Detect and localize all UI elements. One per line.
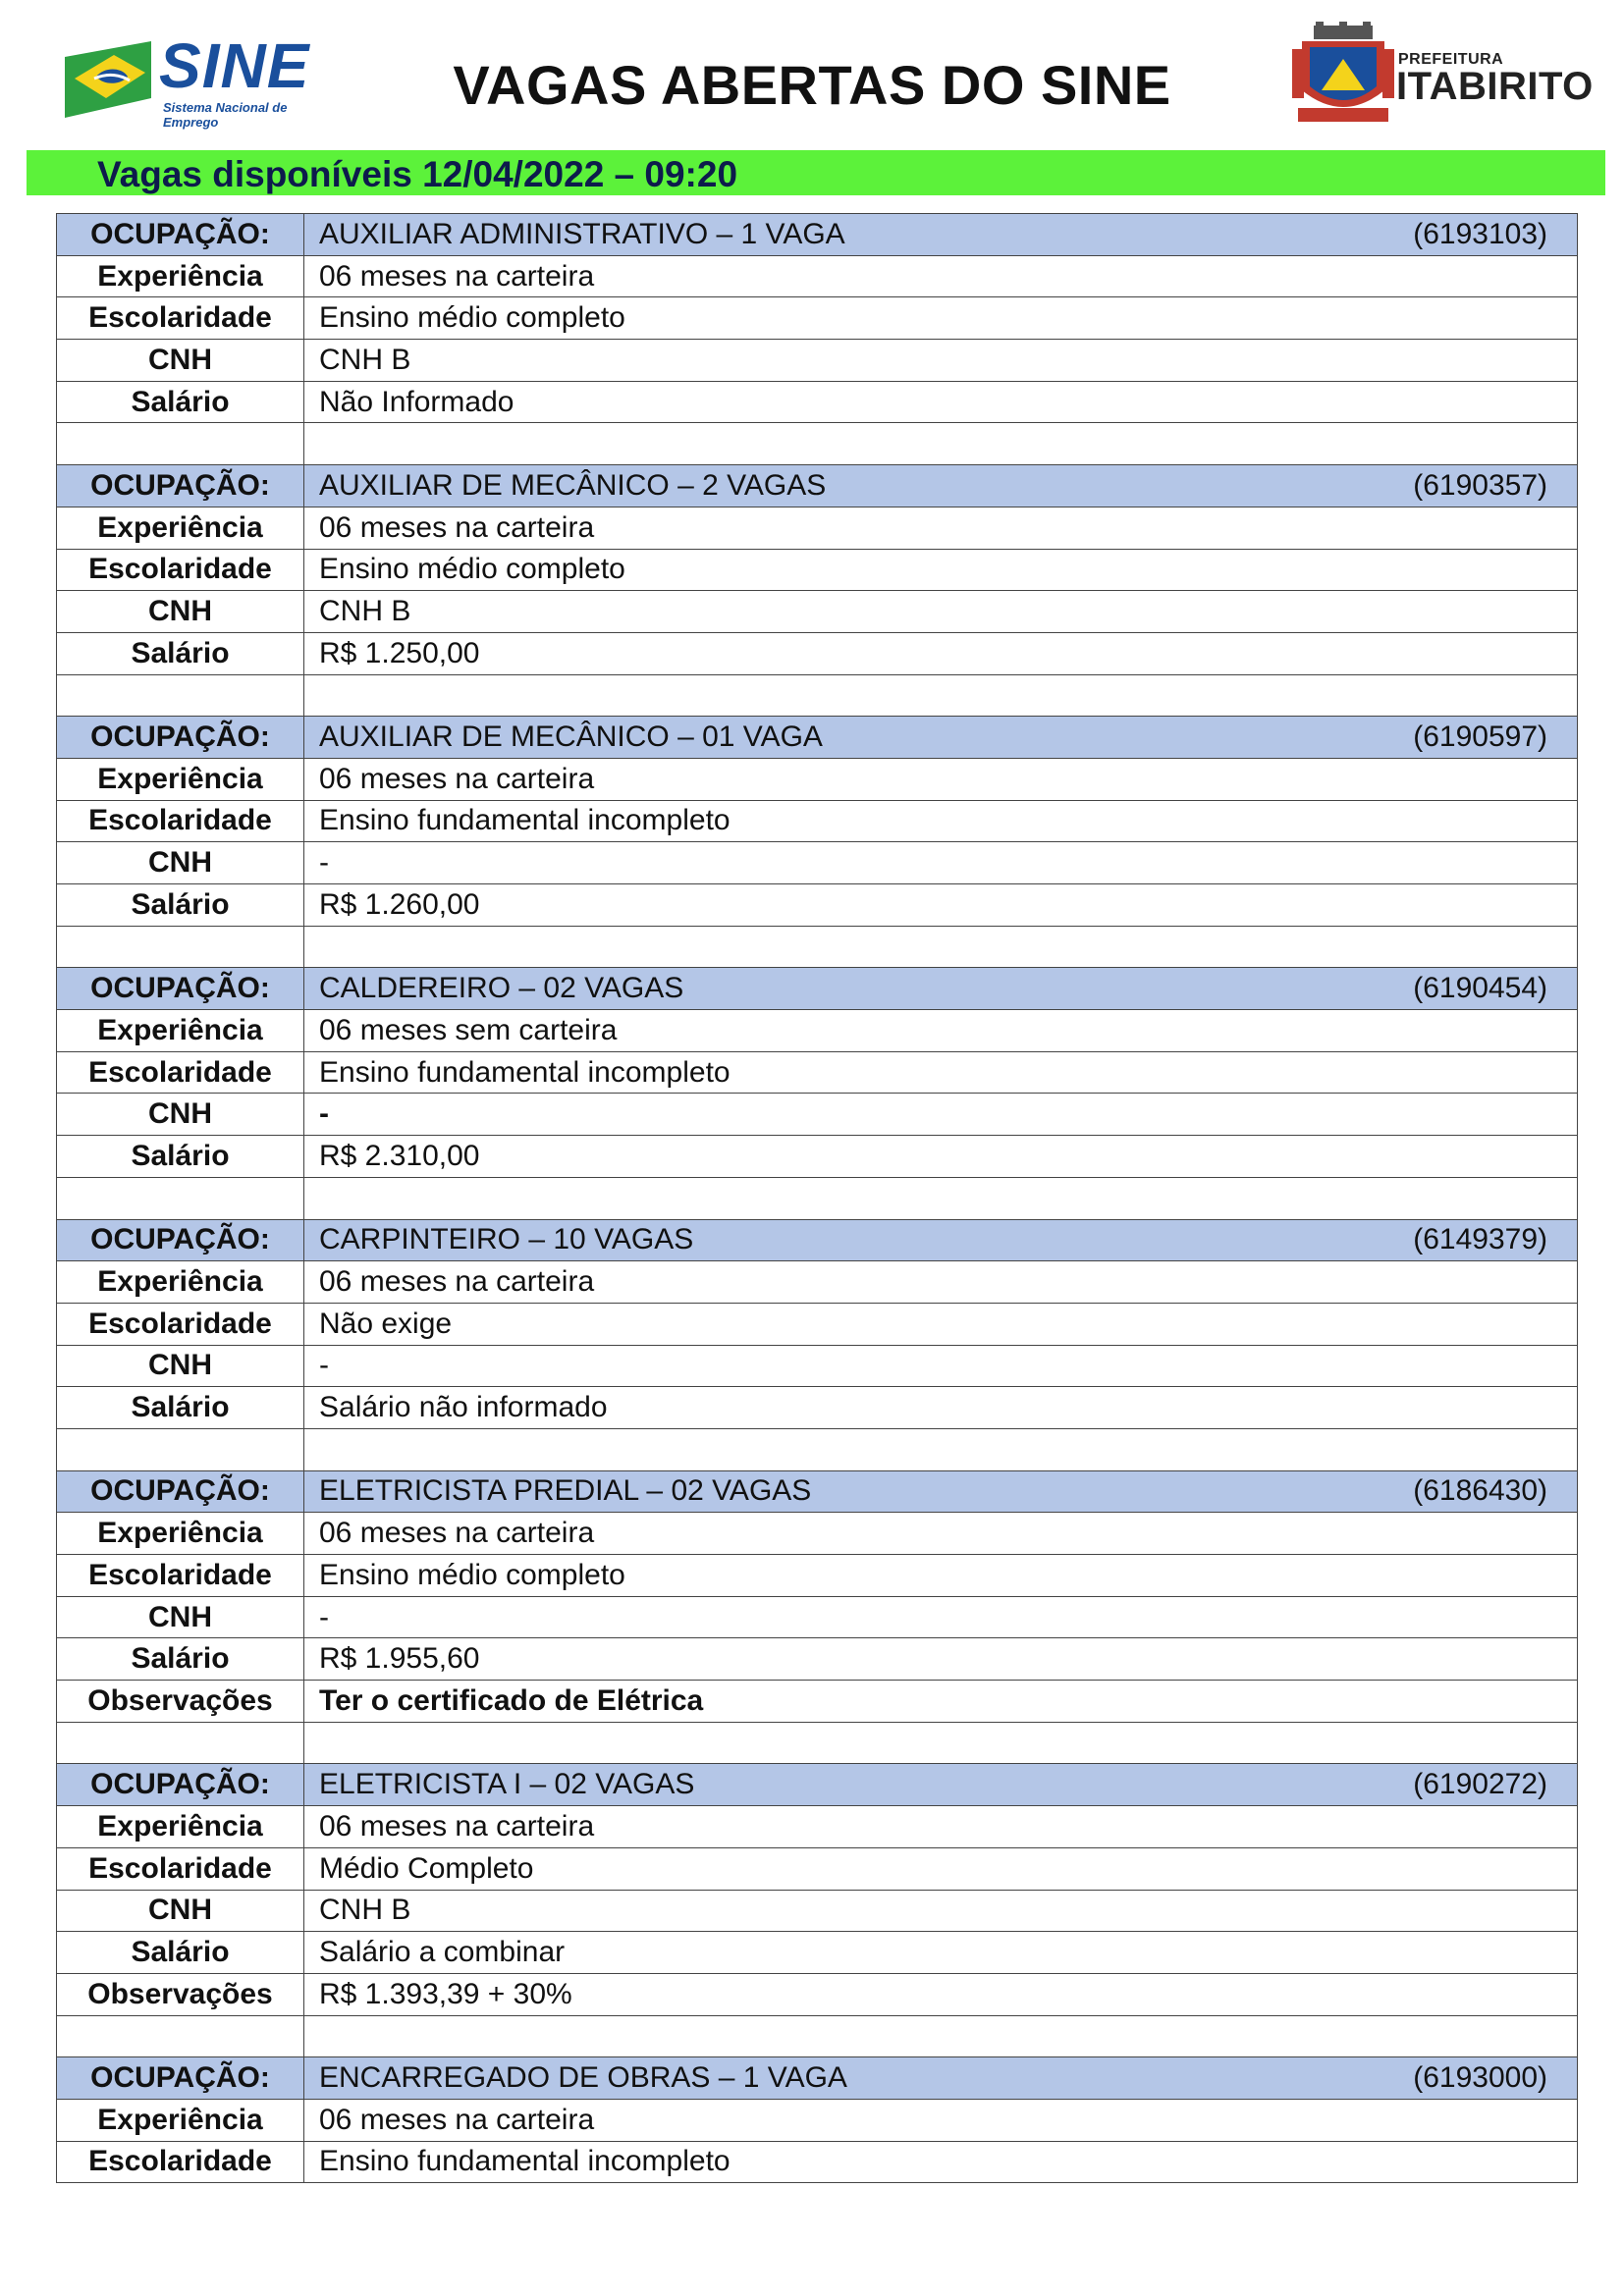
education-value: Ensino fundamental incompleto <box>304 800 1578 842</box>
license-label: CNH <box>57 340 304 382</box>
license-value: - <box>304 1596 1578 1638</box>
salary-value: R$ 1.955,60 <box>304 1638 1578 1681</box>
occupation-title: CALDEREIRO – 02 VAGAS <box>319 972 684 1005</box>
license-row <box>57 591 1578 633</box>
experience-row <box>57 2099 1578 2141</box>
education-label: Escolaridade <box>57 800 304 842</box>
job-code: (6193103) <box>1413 217 1547 250</box>
job-code: (6190597) <box>1413 721 1547 754</box>
education-row <box>57 2141 1578 2183</box>
spacer-cell <box>57 1428 304 1470</box>
education-label: Escolaridade <box>57 1303 304 1345</box>
occupation-title: CARPINTEIRO – 10 VAGAS <box>319 1223 694 1256</box>
date-band <box>27 150 1605 195</box>
occupation-cell <box>304 2057 1578 2100</box>
occupation-row <box>57 214 1578 256</box>
occupation-row <box>57 1764 1578 1806</box>
license-value: - <box>304 842 1578 884</box>
education-row <box>57 549 1578 591</box>
license-label: CNH <box>57 842 304 884</box>
occupation-row <box>57 465 1578 507</box>
education-value: Ensino fundamental incompleto <box>304 2141 1578 2183</box>
experience-row <box>57 1261 1578 1304</box>
occupation-cell <box>304 1219 1578 1261</box>
notes-label: Observações <box>57 1681 304 1723</box>
occupation-cell <box>304 1470 1578 1513</box>
occupation-label: OCUPAÇÃO: <box>57 214 304 256</box>
education-row <box>57 800 1578 842</box>
occupation-label: OCUPAÇÃO: <box>57 1470 304 1513</box>
spacer-cell <box>304 1177 1578 1219</box>
experience-label: Experiência <box>57 255 304 297</box>
education-value: Ensino médio completo <box>304 549 1578 591</box>
experience-label: Experiência <box>57 1513 304 1555</box>
license-row <box>57 1890 1578 1932</box>
license-label: CNH <box>57 1890 304 1932</box>
occupation-row <box>57 2057 1578 2100</box>
experience-row <box>57 1806 1578 1848</box>
page-title: VAGAS ABERTAS DO SINE <box>453 54 1171 116</box>
job-code: (6186430) <box>1413 1474 1547 1508</box>
salary-value: R$ 1.250,00 <box>304 632 1578 674</box>
notes-row <box>57 1681 1578 1723</box>
spacer-row <box>57 1177 1578 1219</box>
job-code: (6149379) <box>1413 1223 1547 1256</box>
education-row <box>57 1555 1578 1597</box>
education-label: Escolaridade <box>57 1051 304 1094</box>
license-row <box>57 1094 1578 1136</box>
spacer-cell <box>304 423 1578 465</box>
prefeitura-city: ITABIRITO <box>1396 65 1594 108</box>
salary-label: Salário <box>57 381 304 423</box>
salary-label: Salário <box>57 1387 304 1429</box>
education-label: Escolaridade <box>57 2141 304 2183</box>
occupation-cell <box>304 214 1578 256</box>
occupation-title: AUXILIAR DE MECÂNICO – 2 VAGAS <box>319 468 827 502</box>
occupation-label: OCUPAÇÃO: <box>57 2057 304 2100</box>
education-row <box>57 1051 1578 1094</box>
license-label: CNH <box>57 591 304 633</box>
salary-row <box>57 632 1578 674</box>
salary-value: Salário não informado <box>304 1387 1578 1429</box>
license-row <box>57 842 1578 884</box>
jobs-table-body <box>57 214 1578 2183</box>
job-code: (6190357) <box>1413 468 1547 502</box>
occupation-title: ENCARREGADO DE OBRAS – 1 VAGA <box>319 2061 847 2095</box>
education-row <box>57 1303 1578 1345</box>
salary-value: Não Informado <box>304 381 1578 423</box>
experience-label: Experiência <box>57 1261 304 1304</box>
notes-row <box>57 1973 1578 2015</box>
spacer-cell <box>57 2015 304 2057</box>
occupation-title: AUXILIAR DE MECÂNICO – 01 VAGA <box>319 721 823 754</box>
spacer-cell <box>57 423 304 465</box>
occupation-title: ELETRICISTA PREDIAL – 02 VAGAS <box>319 1474 812 1508</box>
license-value: CNH B <box>304 1890 1578 1932</box>
experience-value: 06 meses na carteira <box>304 255 1578 297</box>
experience-row <box>57 1513 1578 1555</box>
spacer-cell <box>57 1722 304 1764</box>
prefeitura-label: PREFEITURA <box>1398 51 1504 68</box>
license-value: CNH B <box>304 340 1578 382</box>
license-label: CNH <box>57 1596 304 1638</box>
spacer-cell <box>304 926 1578 968</box>
experience-label: Experiência <box>57 507 304 549</box>
occupation-row <box>57 1219 1578 1261</box>
salary-value: R$ 1.260,00 <box>304 884 1578 927</box>
spacer-row <box>57 1428 1578 1470</box>
experience-value: 06 meses na carteira <box>304 1806 1578 1848</box>
salary-row <box>57 1136 1578 1178</box>
salary-label: Salário <box>57 1932 304 1974</box>
occupation-cell <box>304 465 1578 507</box>
salary-row <box>57 1638 1578 1681</box>
occupation-label: OCUPAÇÃO: <box>57 465 304 507</box>
experience-label: Experiência <box>57 1806 304 1848</box>
education-value: Ensino médio completo <box>304 1555 1578 1597</box>
experience-row <box>57 758 1578 800</box>
experience-label: Experiência <box>57 1010 304 1052</box>
salary-label: Salário <box>57 884 304 927</box>
education-row <box>57 1847 1578 1890</box>
education-value: Ensino fundamental incompleto <box>304 1051 1578 1094</box>
occupation-label: OCUPAÇÃO: <box>57 1219 304 1261</box>
occupation-title: ELETRICISTA I – 02 VAGAS <box>319 1768 695 1801</box>
license-label: CNH <box>57 1345 304 1387</box>
license-row <box>57 1596 1578 1638</box>
experience-value: 06 meses sem carteira <box>304 1010 1578 1052</box>
education-row <box>57 297 1578 340</box>
spacer-cell <box>304 674 1578 717</box>
spacer-row <box>57 926 1578 968</box>
education-label: Escolaridade <box>57 549 304 591</box>
license-label: CNH <box>57 1094 304 1136</box>
occupation-row <box>57 1470 1578 1513</box>
sine-logo-subtitle: Sistema Nacional de Emprego <box>163 100 288 130</box>
salary-label: Salário <box>57 632 304 674</box>
license-value: - <box>304 1094 1578 1136</box>
coat-of-arms-icon <box>1292 22 1394 128</box>
experience-row <box>57 255 1578 297</box>
spacer-cell <box>304 2015 1578 2057</box>
experience-value: 06 meses na carteira <box>304 758 1578 800</box>
job-code: (6190454) <box>1413 972 1547 1005</box>
prefeitura-logo <box>1292 22 1594 130</box>
occupation-label: OCUPAÇÃO: <box>57 968 304 1010</box>
spacer-row <box>57 1722 1578 1764</box>
date-band-text: Vagas disponíveis 12/04/2022 – 09:20 <box>97 154 738 194</box>
education-label: Escolaridade <box>57 1847 304 1890</box>
occupation-row <box>57 968 1578 1010</box>
notes-value: Ter o certificado de Elétrica <box>304 1681 1578 1723</box>
salary-value: R$ 2.310,00 <box>304 1136 1578 1178</box>
occupation-row <box>57 717 1578 759</box>
license-value: - <box>304 1345 1578 1387</box>
spacer-cell <box>57 674 304 717</box>
salary-row <box>57 1932 1578 1974</box>
occupation-cell <box>304 1764 1578 1806</box>
license-row <box>57 1345 1578 1387</box>
experience-value: 06 meses na carteira <box>304 507 1578 549</box>
education-label: Escolaridade <box>57 297 304 340</box>
spacer-cell <box>304 1722 1578 1764</box>
education-label: Escolaridade <box>57 1555 304 1597</box>
experience-row <box>57 507 1578 549</box>
experience-value: 06 meses na carteira <box>304 1261 1578 1304</box>
experience-label: Experiência <box>57 758 304 800</box>
spacer-row <box>57 674 1578 717</box>
salary-row <box>57 1387 1578 1429</box>
spacer-row <box>57 2015 1578 2057</box>
sine-logo-text: SINE <box>159 30 310 101</box>
salary-row <box>57 381 1578 423</box>
jobs-table <box>56 213 1578 2183</box>
experience-row <box>57 1010 1578 1052</box>
education-value: Médio Completo <box>304 1847 1578 1890</box>
salary-label: Salário <box>57 1638 304 1681</box>
notes-label: Observações <box>57 1973 304 2015</box>
experience-value: 06 meses na carteira <box>304 2099 1578 2141</box>
spacer-cell <box>304 1428 1578 1470</box>
education-value: Ensino médio completo <box>304 297 1578 340</box>
experience-value: 06 meses na carteira <box>304 1513 1578 1555</box>
occupation-label: OCUPAÇÃO: <box>57 717 304 759</box>
occupation-title: AUXILIAR ADMINISTRATIVO – 1 VAGA <box>319 217 845 250</box>
spacer-cell <box>57 1177 304 1219</box>
spacer-cell <box>57 926 304 968</box>
salary-label: Salário <box>57 1136 304 1178</box>
occupation-label: OCUPAÇÃO: <box>57 1764 304 1806</box>
occupation-cell <box>304 968 1578 1010</box>
education-value: Não exige <box>304 1303 1578 1345</box>
salary-value: Salário a combinar <box>304 1932 1578 1974</box>
spacer-row <box>57 423 1578 465</box>
occupation-cell <box>304 717 1578 759</box>
license-value: CNH B <box>304 591 1578 633</box>
license-row <box>57 340 1578 382</box>
job-code: (6190272) <box>1413 1768 1547 1801</box>
notes-value: R$ 1.393,39 + 30% <box>304 1973 1578 2015</box>
salary-row <box>57 884 1578 927</box>
experience-label: Experiência <box>57 2099 304 2141</box>
job-code: (6193000) <box>1413 2061 1547 2095</box>
